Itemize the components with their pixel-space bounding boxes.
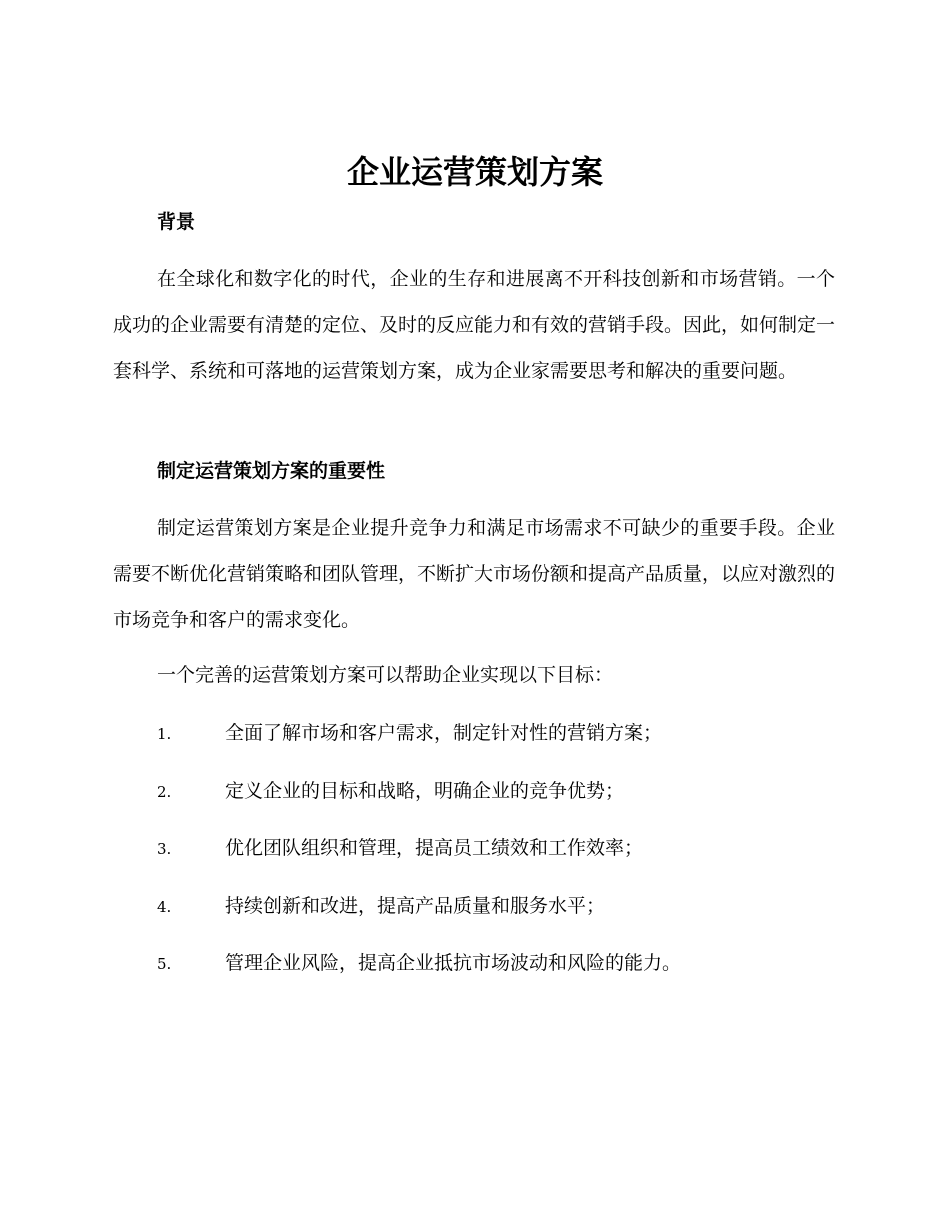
paragraph-background: 在全球化和数字化的时代，企业的生存和进展离不开科技创新和市场营销。一个成功的企业需要有清楚的定位、及时的反应能力和有效的营销手段。因此，如何制定一套科学、系统和可落地的运营策划方案，成为企业家需要思考和解决的重要问题。: [113, 268, 836, 382]
section-heading-importance: 制定运营策划方案的重要性: [157, 460, 386, 482]
paragraph-importance: 制定运营策划方案是企业提升竞争力和满足市场需求不可缺少的重要手段。企业需要不断优化营销策略和团队管理，不断扩大市场份额和提高产品质量，以应对激烈的市场竞争和客户的需求变化。: [113, 517, 836, 631]
document-title: 企业运营策划方案: [346, 153, 603, 191]
list-item-text: 全面了解市场和客户需求，制定针对性的营销方案；: [225, 722, 663, 744]
list-item-text: 持续创新和改进，提高产品质量和服务水平；: [225, 894, 606, 917]
list-item-text: 管理企业风险，提高企业抵抗市场波动和风险的能力。: [225, 952, 682, 974]
list-item: [0, 833, 950, 891]
list-item: [0, 948, 950, 1006]
list-item-text: 定义企业的目标和战略，明确企业的竞争优势；: [225, 779, 625, 802]
list-item-number: 5.: [157, 955, 172, 973]
list-item: [0, 718, 950, 776]
list-item-number: 2.: [157, 782, 172, 801]
list-item: [0, 891, 950, 949]
goals-list: [0, 718, 950, 1006]
list-item-number: 3.: [157, 840, 172, 858]
list-item-text: 优化团队组织和管理，提高员工绩效和工作效率；: [225, 837, 644, 859]
list-item-number: 1.: [157, 725, 172, 743]
section-heading-background: 背景: [157, 211, 196, 233]
list-item: [0, 776, 950, 834]
list-item-number: 4.: [157, 897, 172, 916]
goals-intro: 一个完善的运营策划方案可以帮助企业实现以下目标：: [157, 664, 614, 686]
